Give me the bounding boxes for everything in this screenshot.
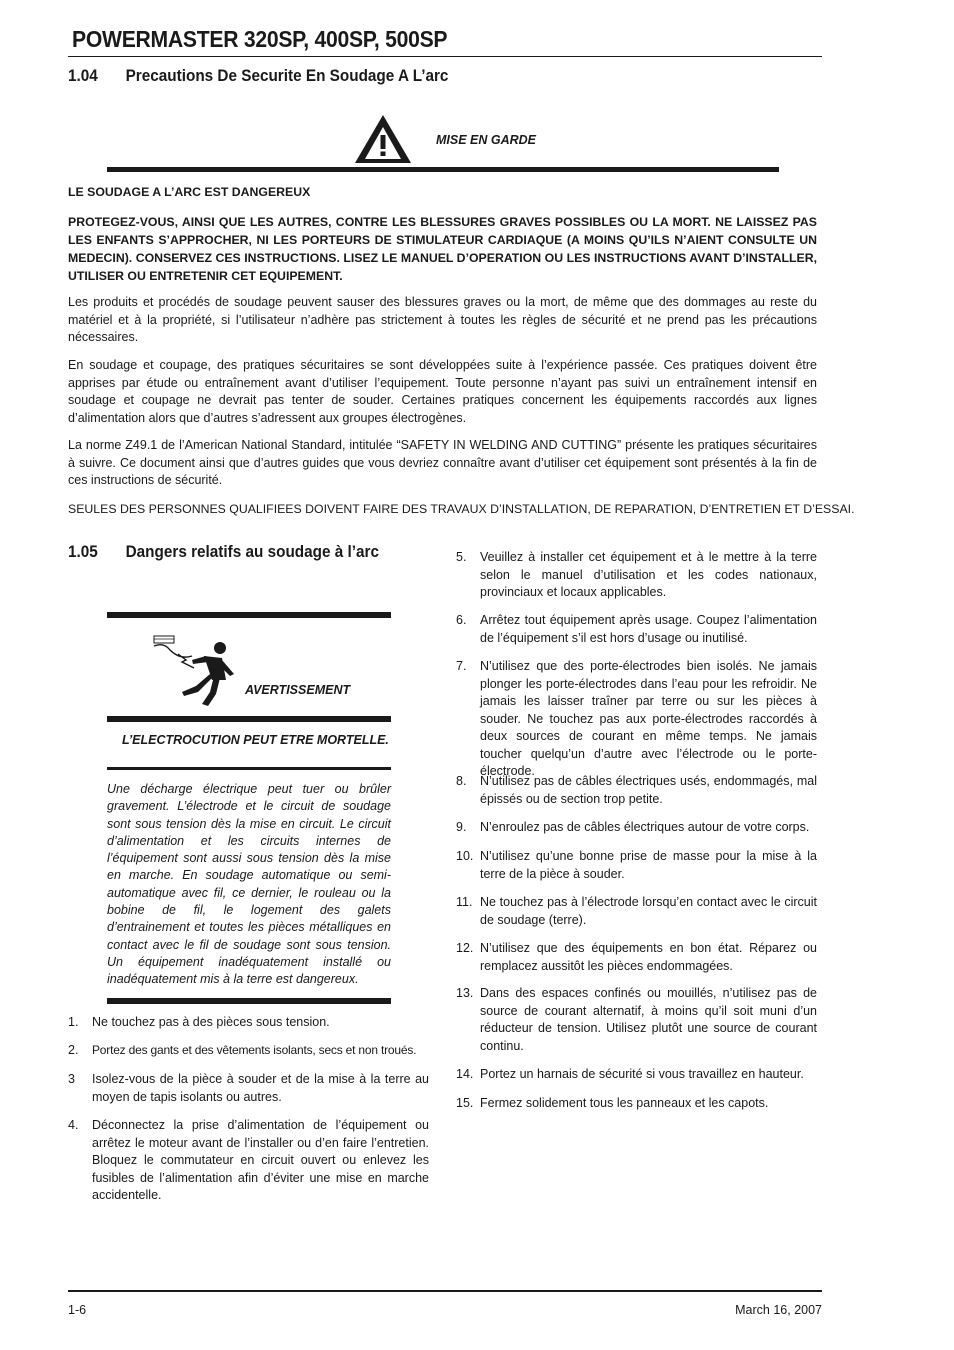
list-item-number: 2. — [68, 1043, 79, 1057]
bold-warning-paragraph: PROTEGEZ-VOUS, AINSI QUE LES AUTRES, CONTRE LES BLESSURES GRAVES POSSIBLES OU LA MORT. NE LAISSEZ PAS LES ENFANTS S’APPROCHER, NI LES PORTEURS DE STIMULATEUR CARDIAQUE (A MOINS QU’ILS N’AIENT CONSULTE UN MEDECIN). CONSERVEZ CES INSTRUCTIONS. LISEZ LE MANUEL D’OPERATION OU LES INSTRUCTIONS AVANT D’INSTALLER, UTILISER OU ENTRETENIR CET EQUIPEMENT. — [68, 215, 817, 283]
list-item — [456, 549, 817, 602]
list-item-text: Dans des espaces confinés ou mouillés, n’utilisez pas de source de courant alternatif, à moins qu’il soit muni d’un réducteur de tension. Utilisez plutôt une source de courant continu. — [480, 986, 817, 1053]
list-item-number: 9. — [456, 820, 467, 834]
list-item-text: Ne touchez pas à l’électrode lorsqu’en contact avec le circuit de soudage (terre). — [480, 895, 817, 927]
list-item-text: Arrêtez tout équipement après usage. Coupez l’alimentation de l’équipement s’il est hors d’usage ou inutilisé. — [480, 613, 817, 645]
avertissement-top-rule — [107, 612, 391, 618]
list-item-text: Fermez solidement tous les panneaux et les capots. — [480, 1096, 769, 1110]
list-item — [456, 773, 817, 808]
paragraph-4: SEULES DES PERSONNES QUALIFIEES DOIVENT FAIRE DES TRAVAUX D’INSTALLATION, DE REPARATION, D’ENTRETIEN ET D’ESSAI. — [68, 502, 855, 516]
list-item-text: N’utilisez qu’une bonne prise de masse pour la mise à la terre de la pièce à souder. — [480, 849, 817, 881]
mise-en-garde-label: MISE EN GARDE — [436, 133, 537, 147]
paragraph-2: En soudage et coupage, des pratiques sécuritaires se sont développées suite à l’expérience passée. Ces pratiques doivent être apprises par étude ou entraînement avant d’utiliser l’equipement. Toute personne n’ayant pas suivi un entraînement intensif en soudage et coupage ne devrait pas tenter de souder. Certaines pratiques concernent les équipements raccordés aux lignes d’alimentation alors que d’autres s’adressent aux groupes électrogènes. — [68, 358, 817, 425]
list-item — [456, 1095, 817, 1113]
list-item — [456, 612, 817, 647]
list-item-number: 14. — [456, 1067, 474, 1081]
list-item-number: 5. — [456, 550, 467, 564]
header-rule — [68, 56, 822, 57]
list-item-number: 10. — [456, 849, 474, 863]
list-item — [68, 1071, 429, 1106]
list-item-text: N’utilisez que des porte-électrodes bien isolés. Ne jamais plonger les porte-électrodes dans l’eau pour les refroidir. Ne jamais les laisser traîner par terre ou sur les pièces à souder. Ne touchez pas aux porte-électrodes raccordés à deux sources de courant en même temps. Ne jamais toucher quelqu’un d’autre avec l’électrode ou le porte-électrode. — [480, 659, 817, 778]
list-item-text: Déconnectez la prise d’alimentation de l’équipement ou arrêtez le moteur avant de l’installer ou d’en faire l’entretien. Bloquez le commutateur en circuit ouvert ou enlevez les fusibles de l’alimentation afin d’éviter une mise en marche accidentelle. — [92, 1118, 429, 1202]
list-item-number: 8. — [456, 774, 467, 788]
list-item-text: Veuillez à installer cet équipement et à le mettre à la terre selon le manuel d’utilisation et les codes nationaux, provinciaux et locaux applicables. — [480, 550, 817, 599]
list-item — [456, 985, 817, 1055]
list-item-number: 12. — [456, 941, 474, 955]
list-item-text: Portez des gants et des vêtements isolants, secs et non troués. — [92, 1043, 417, 1057]
list-item — [456, 848, 817, 883]
list-item — [68, 1042, 429, 1060]
document-title: POWERMASTER 320SP, 400SP, 500SP — [72, 26, 448, 52]
page-number: 1-6 — [68, 1303, 87, 1317]
electrocution-title: L’ELECTROCUTION PEUT ETRE MORTELLE. — [122, 733, 389, 747]
electrocution-description: Une décharge électrique peut tuer ou brûler gravement. L’électrode et le circuit de soudage sont sous tension dès la mise en circuit. Le circuit d’alimentation et les circuits internes de l’équipement sont aussi sous tension dès la mise en marche. En soudage automatique ou semi-automatique avec fil, ce dernier, le rouleau ou la bobine de fil, le logement des galets d’entrainement et toutes les pièces métalliques en contact avec le fil de soudage sont sous tension. Un équipement inadéquatement installé ou inadéquatement mis à la terre est dangereux. — [107, 782, 391, 987]
list-item — [68, 1014, 429, 1032]
list-item — [456, 819, 817, 837]
avertissement-label: AVERTISSEMENT — [245, 683, 351, 697]
list-item-number: 3 — [68, 1072, 75, 1086]
section-105-heading — [68, 542, 379, 562]
list-item-number: 6. — [456, 613, 467, 627]
list-item-number: 4. — [68, 1118, 79, 1132]
section-104-title: Precautions De Securite En Soudage A L’arc — [125, 66, 449, 85]
list-item-text: Portez un harnais de sécurité si vous travaillez en hauteur. — [480, 1067, 804, 1081]
warning-rule — [107, 167, 779, 172]
list-item-number: 1. — [68, 1015, 79, 1029]
list-item-text: Isolez-vous de la pièce à souder et de la mise à la terre au moyen de tapis isolants ou autres. — [92, 1072, 429, 1104]
paragraph-3: La norme Z49.1 de l’American National Standard, intitulée “SAFETY IN WELDING AND CUTTING” présente les pratiques sécuritaires à suivre. Ce document ainsi que d’autres guides que vous devriez connaître avant d’utiliser cet équipement sont présentés à la fin de ces instructions de sécurité. — [68, 438, 817, 487]
list-item-text: N’utilisez que des équipements en bon état. Réparez ou remplacez aussitôt les pièces endommagées. — [480, 941, 817, 973]
electrocution-icon — [150, 634, 240, 708]
footer-date: March 16, 2007 — [735, 1303, 822, 1317]
list-item — [68, 1117, 429, 1205]
hazard-text-bottom-rule — [107, 998, 391, 1004]
section-105-title: Dangers relatifs au soudage à l’arc — [125, 542, 380, 561]
list-item-text: N’utilisez pas de câbles électriques usés, endommagés, mal épissés ou de section trop petite. — [480, 774, 817, 806]
warning-triangle-icon — [353, 113, 413, 165]
list-item — [456, 658, 817, 781]
section-105-number: 1.05 — [68, 542, 98, 561]
hazard-text-top-rule — [107, 767, 391, 770]
list-item — [456, 940, 817, 975]
paragraph-1: Les produits et procédés de soudage peuvent sauser des blessures graves ou la mort, de même que des dommages au reste du matériel et à la propriété, si l’utilisateur n’adhère pas strictement à toutes les règles de sécurité et ne prend pas les précautions nécessaires. — [68, 295, 817, 344]
danger-heading: LE SOUDAGE A L’ARC EST DANGEREUX — [68, 185, 311, 199]
footer-rule — [68, 1290, 822, 1292]
section-104-heading — [68, 66, 448, 86]
list-item-number: 15. — [456, 1096, 474, 1110]
list-item-text: N’enroulez pas de câbles électriques autour de votre corps. — [480, 820, 810, 834]
section-104-number: 1.04 — [68, 66, 98, 85]
list-item — [456, 894, 817, 929]
list-item-number: 7. — [456, 659, 467, 673]
list-item-number: 13. — [456, 986, 474, 1000]
list-item-text: Ne touchez pas à des pièces sous tension. — [92, 1015, 330, 1029]
avertissement-mid-rule — [107, 716, 391, 722]
list-item — [456, 1066, 817, 1084]
list-item-number: 11. — [456, 895, 473, 909]
